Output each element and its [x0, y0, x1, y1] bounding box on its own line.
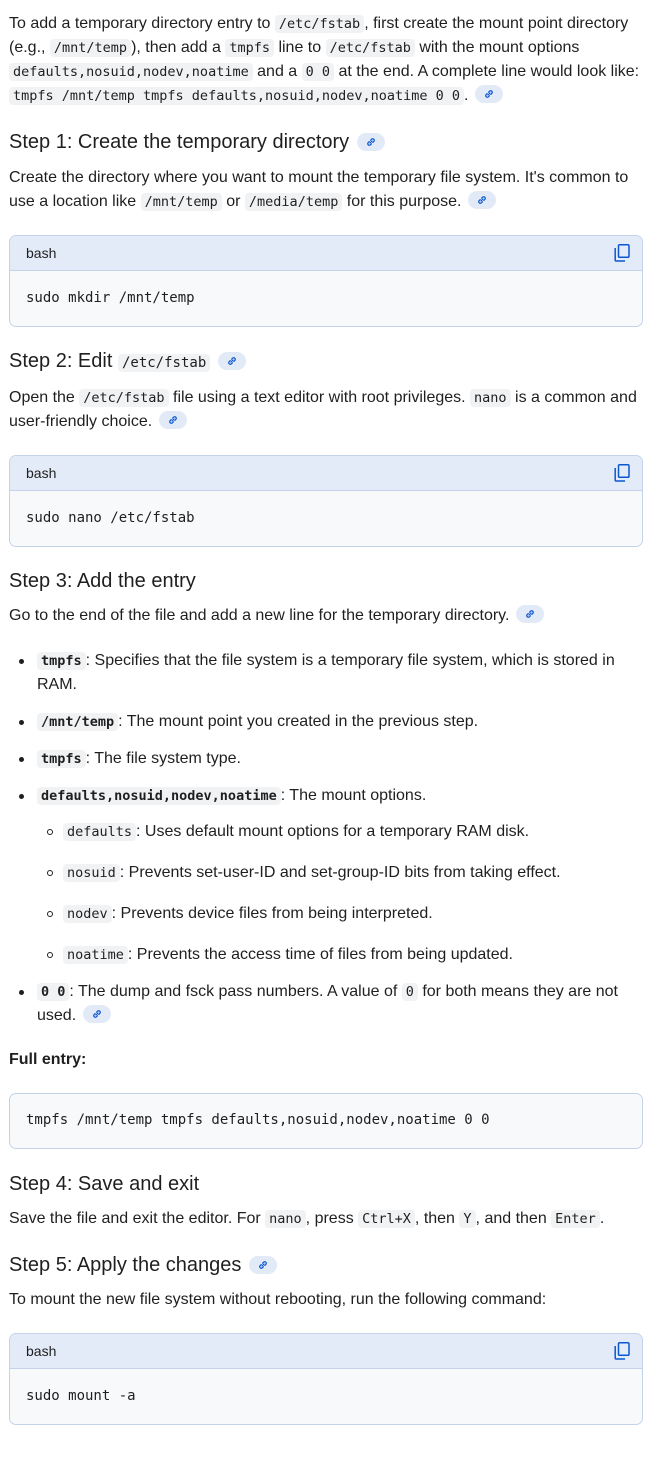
list-item: nodev : Prevents device files from being interpreted. [9, 902, 643, 926]
step2-heading: Step 2: Edit /etc/fstab [9, 347, 643, 377]
link-icon [167, 414, 179, 426]
link-icon [257, 1259, 269, 1271]
code-content[interactable]: tmpfs /mnt/temp tmpfs defaults,nosuid,nodev,noatime 0 0 [26, 1112, 490, 1128]
step1-paragraph: Create the directory where you want to mount the temporary file system. It's common to use a location like /mnt/temp or /media/temp for this purpose. [9, 169, 629, 210]
option-list-tail [9, 980, 643, 1028]
inline-code: defaults,nosuid,nodev,noatime [37, 787, 281, 805]
step4-paragraph: Save the file and exit the editor. For nano , press Ctrl+X , then Y , and then Enter . [9, 1210, 605, 1227]
inline-code: /mnt/temp [37, 713, 118, 731]
list-item: tmpfs : The file system type. [9, 747, 643, 771]
inline-code: noatime [63, 946, 128, 964]
inline-code: /mnt/temp [50, 39, 131, 57]
code-language-label: bash [26, 465, 57, 481]
code-block-header [10, 236, 642, 271]
inline-code: Enter [551, 1210, 600, 1228]
inline-code: 0 0 [302, 63, 334, 81]
step5-paragraph: To mount the new file system without rebooting, run the following command: [9, 1291, 547, 1308]
option-list [9, 649, 643, 808]
source-link-chip[interactable] [159, 411, 187, 429]
code-content[interactable]: sudo mkdir /mnt/temp [26, 290, 195, 306]
list-item: defaults,nosuid,nodev,noatime : The mount options. [9, 784, 643, 808]
inline-code: nano [265, 1210, 306, 1228]
source-link-chip[interactable] [357, 133, 385, 151]
link-icon [524, 608, 536, 620]
inline-code: defaults,nosuid,nodev,noatime [9, 63, 253, 81]
step3-heading: Step 3: Add the entry [9, 570, 196, 592]
copy-code-button[interactable] [612, 1341, 632, 1361]
full-entry-label: Full entry: [9, 1051, 87, 1068]
list-item: tmpfs : Specifies that the file system is a temporary file system, which is stored in RAM. [9, 649, 643, 697]
sub-option-list [9, 820, 643, 967]
inline-code: /etc/fstab [275, 15, 364, 33]
code-language-label: bash [26, 245, 57, 261]
step2-paragraph: Open the /etc/fstab file using a text editor with root privileges. nano is a common and user-friendly choice. [9, 389, 637, 430]
inline-code: tmpfs [37, 750, 86, 768]
source-link-chip[interactable] [516, 605, 544, 623]
source-link-chip[interactable] [249, 1256, 277, 1274]
inline-code: nodev [63, 905, 112, 923]
copy-code-button[interactable] [612, 243, 632, 263]
step3-paragraph: Go to the end of the file and add a new line for the temporary directory. [9, 604, 643, 628]
code-block-header [10, 1334, 642, 1369]
code-content[interactable]: sudo nano /etc/fstab [26, 510, 195, 526]
inline-code: /media/temp [245, 193, 342, 211]
code-language-label: bash [26, 1343, 57, 1359]
inline-code: defaults [63, 823, 136, 841]
inline-code: Y [459, 1210, 475, 1228]
step4-heading: Step 4: Save and exit [9, 1173, 200, 1195]
copy-code-button[interactable] [612, 463, 632, 483]
list-item: /mnt/temp : The mount point you created in the previous step. [9, 710, 643, 734]
inline-code: /etc/fstab [79, 389, 168, 407]
source-link-chip[interactable] [83, 1005, 111, 1023]
inline-code: Ctrl+X [358, 1210, 415, 1228]
inline-code: tmpfs /mnt/temp tmpfs defaults,nosuid,nodev,noatime 0 0 [9, 87, 464, 105]
inline-code: nano [470, 389, 511, 407]
source-link-chip[interactable] [468, 191, 496, 209]
inline-code: 0 0 [37, 983, 69, 1001]
list-item: defaults : Uses default mount options for a temporary RAM disk. [9, 820, 643, 844]
inline-code: /etc/fstab [118, 354, 210, 372]
link-icon [476, 194, 488, 206]
step1-heading: Step 1: Create the temporary directory [9, 128, 643, 156]
code-content[interactable]: sudo mount -a [26, 1388, 136, 1404]
code-block [9, 1333, 643, 1425]
list-item: nosuid : Prevents set-user-ID and set-group-ID bits from taking effect. [9, 861, 643, 885]
code-block [9, 455, 643, 547]
code-block [9, 1093, 643, 1149]
source-link-chip[interactable] [475, 85, 503, 103]
copy-icon [614, 464, 630, 482]
inline-code: tmpfs [225, 39, 274, 57]
link-icon [365, 136, 377, 148]
inline-code: /etc/fstab [326, 39, 415, 57]
link-icon [226, 355, 238, 367]
link-icon [483, 88, 495, 100]
intro-paragraph: To add a temporary directory entry to /etc/fstab , first create the mount point directory (e.g., /mnt/temp ), then add a tmpfs line to /etc/fstab with the mount options defaults,nosuid,nodev,noatime and a 0 0 at the end. A complete line would look like: tmpfs /mnt/temp tmpfs defaults,nosuid,nodev,noatime 0 0 . [9, 15, 640, 104]
code-block-header [10, 456, 642, 491]
inline-code: 0 [402, 983, 418, 1001]
inline-code: tmpfs [37, 652, 86, 670]
list-item: 0 0 : The dump and fsck pass numbers. A value of 0 for both means they are not used. [9, 980, 643, 1028]
code-block [9, 235, 643, 327]
copy-icon [614, 1342, 630, 1360]
inline-code: nosuid [63, 864, 120, 882]
source-link-chip[interactable] [218, 352, 246, 370]
list-item: noatime : Prevents the access time of files from being updated. [9, 943, 643, 967]
link-icon [91, 1008, 103, 1020]
step5-heading: Step 5: Apply the changes [9, 1251, 643, 1279]
copy-icon [614, 244, 630, 262]
inline-code: /mnt/temp [141, 193, 222, 211]
